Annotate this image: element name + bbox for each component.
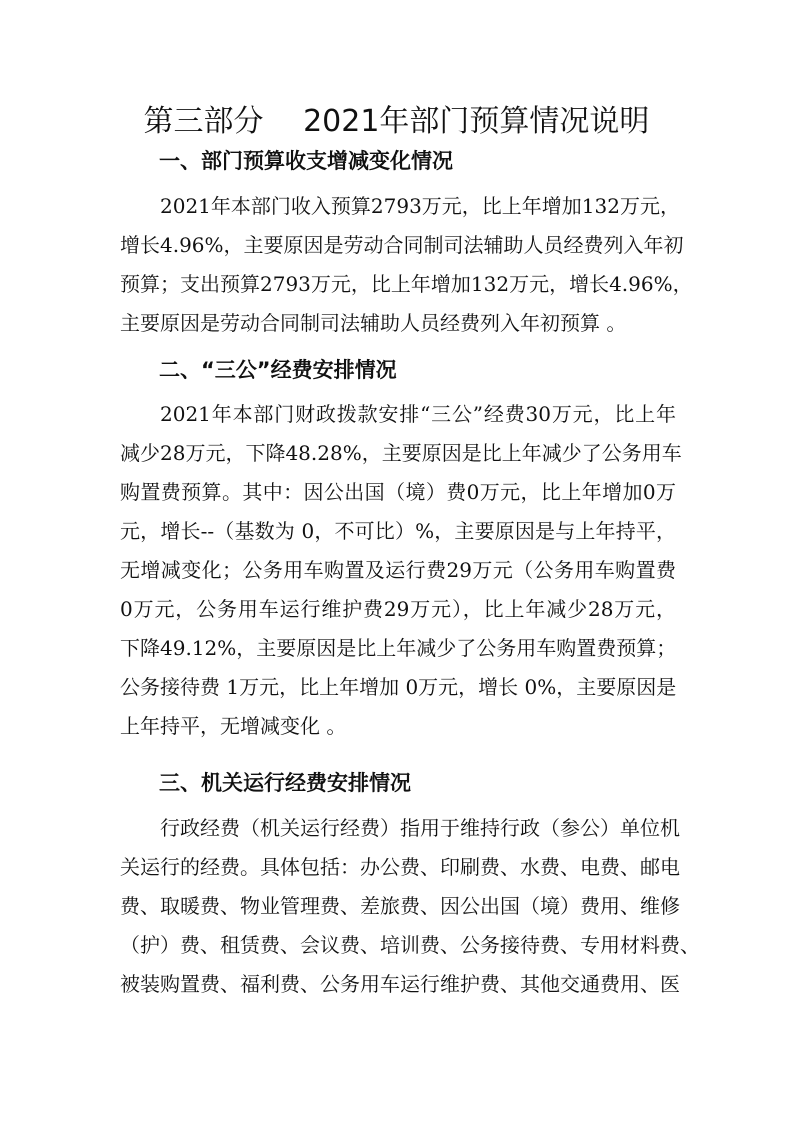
paragraph-line: 上年持平，无增减变化 。 (120, 714, 347, 738)
section-heading-1: 一、部门预算收支增减变化情况 (159, 149, 453, 173)
paragraph-line: 预算；支出预算2793万元，比上年增加132万元，增长4.96%， (120, 272, 693, 296)
paragraph-line: 费、取暖费、物业管理费、差旅费、因公出国（境）费用、维修 (120, 894, 680, 918)
paragraph-line: 增长4.96%，主要原因是劳动合同制司法辅助人员经费列入年初 (120, 233, 684, 257)
paragraph-line: 减少28万元，下降48.28%，主要原因是比上年减少了公务用车 (120, 441, 682, 465)
paragraph-line: 2021年本部门财政拨款安排“三公”经费30万元，比上年 (160, 402, 676, 426)
paragraph-line: 购置费预算。其中：因公出国（境）费0万元，比上年增加0万 (120, 480, 676, 504)
paragraph-line: 下降49.12%，主要原因是比上年减少了公务用车购置费预算； (120, 636, 677, 660)
paragraph-line: 元，增长--（基数为 0，不可比）%，主要原因是与上年持平， (120, 519, 676, 543)
paragraph-line: 无增减变化；公务用车购置及运行费29万元（公务用车购置费 (120, 558, 676, 582)
section-heading-3: 三、机关运行经费安排情况 (159, 771, 411, 795)
paragraph-line: 被装购置费、福利费、公务用车运行维护费、其他交通费用、医 (120, 972, 680, 996)
paragraph-line: 主要原因是劳动合同制司法辅助人员经费列入年初预算 。 (120, 311, 627, 335)
paragraph-line: （护）费、租赁费、会议费、培训费、公务接待费、专用材料费、 (120, 933, 700, 957)
section-heading-2: 二、“三公”经费安排情况 (159, 358, 397, 382)
paragraph-line: 公务接待费 1万元，比上年增加 0万元，增长 0%，主要原因是 (120, 675, 677, 699)
page-title: 第三部分 2021年部门预算情况说明 (143, 104, 650, 139)
paragraph-line: 0万元，公务用车运行维护费29万元），比上年减少28万元， (120, 597, 676, 621)
paragraph-line: 行政经费（机关运行经费）指用于维持行政（参公）单位机 (160, 816, 680, 840)
paragraph-line: 关运行的经费。具体包括：办公费、印刷费、水费、电费、邮电 (120, 855, 680, 879)
paragraph-line: 2021年本部门收入预算2793万元，比上年增加132万元， (160, 194, 680, 218)
